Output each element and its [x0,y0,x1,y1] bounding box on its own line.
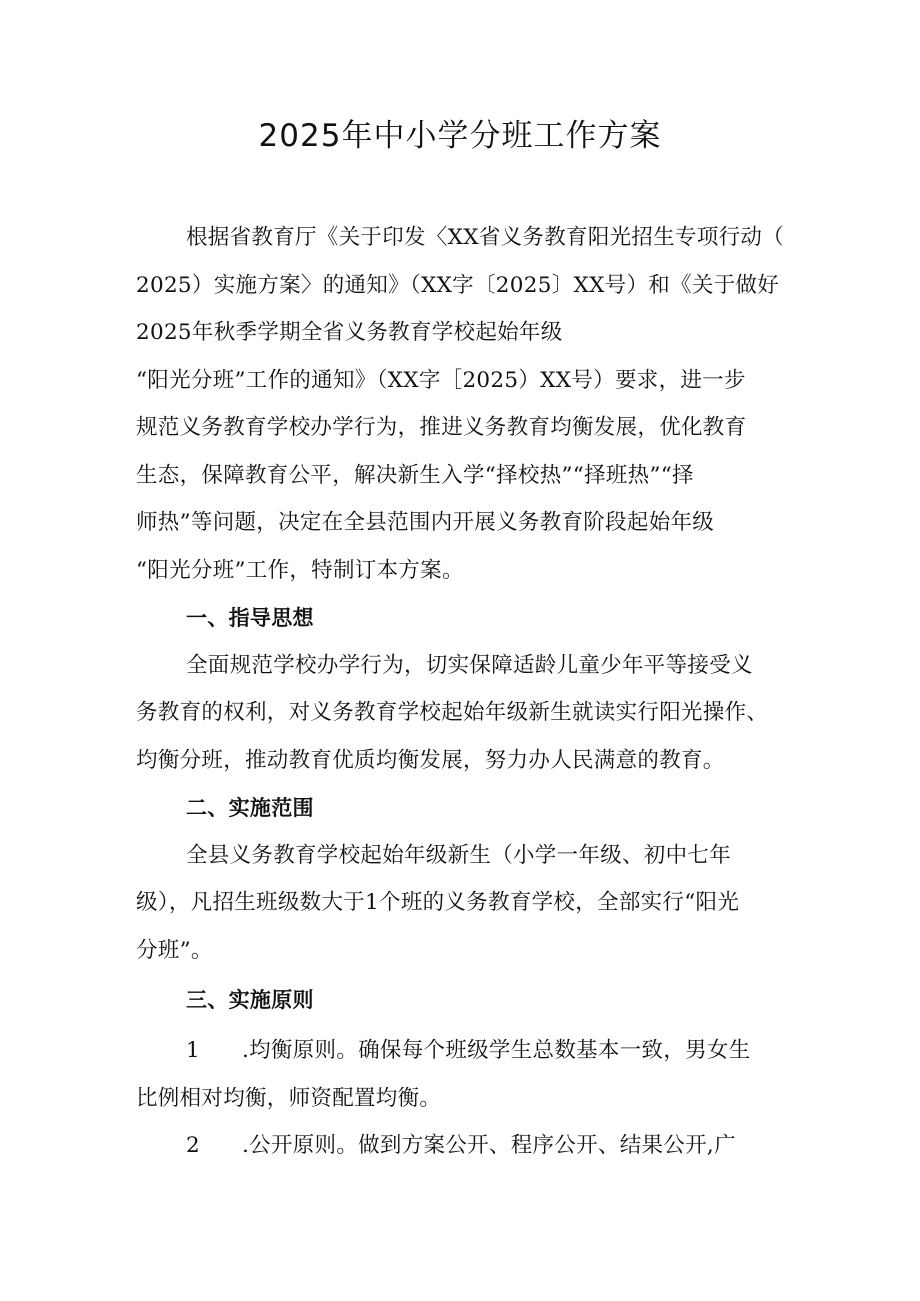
intro-line: 2025）实施方案〉的通知》（XX字〔2025〕XX号）和《关于做好 [136,273,780,298]
section1-line: 均衡分班，推动教育优质均衡发展，努力办人民满意的教育。 [136,748,725,773]
principle-item-2 [186,1131,736,1161]
intro-line: “阳光分班”工作的通知》（XX字［2025）XX号）要求，进一步 [136,368,746,393]
item-number: 1 [186,1038,200,1063]
section-heading: 三、实施原则 [186,988,314,1012]
intro-line: 规范义务教育学校办学行为，推进义务教育均衡发展，优化教育 [136,415,747,440]
section2-line: 级），凡招生班级数大于1个班的义务教育学校，全部实行“阳光 [136,890,740,915]
item-text: .公开原则。做到方案公开、程序公开、结果公开,广 [242,1133,736,1158]
section2-line: 全县义务教育学校起始年级新生（小学一年级、初中七年 [186,843,732,868]
intro-line: 师热”等问题，决定在全县范围内开展义务教育阶段起始年级 [136,510,715,535]
section1-line: 务教育的权利，对义务教育学校起始年级新生就读实行阳光操作、 [136,700,769,725]
item-number: 2 [186,1133,200,1158]
section-heading: 二、实施范围 [186,796,314,820]
principle-item-1-continuation: 比例相对均衡，师资配置均衡。 [136,1086,442,1111]
section2-line: 分班”。 [136,938,213,963]
section-heading: 一、指导思想 [186,606,314,630]
intro-line: 2025年秋季学期全省义务教育学校起始年级 [136,320,563,345]
document-title: 2025年中小学分班工作方案 [258,118,662,154]
intro-line: 根据省教育厅《关于印发〈XX省义务教育阳光招生专项行动（ [186,225,785,250]
item-text: .均衡原则。确保每个班级学生总数基本一致，男女生 [242,1038,751,1063]
principle-item-1 [186,1036,751,1066]
intro-line: “阳光分班”工作，特制订本方案。 [136,558,464,583]
intro-line: 生态，保障教育公平，解决新生入学“择校热”“择班热”“择 [136,463,694,488]
section1-line: 全面规范学校办学行为，切实保障适龄儿童少年平等接受义 [186,653,753,678]
